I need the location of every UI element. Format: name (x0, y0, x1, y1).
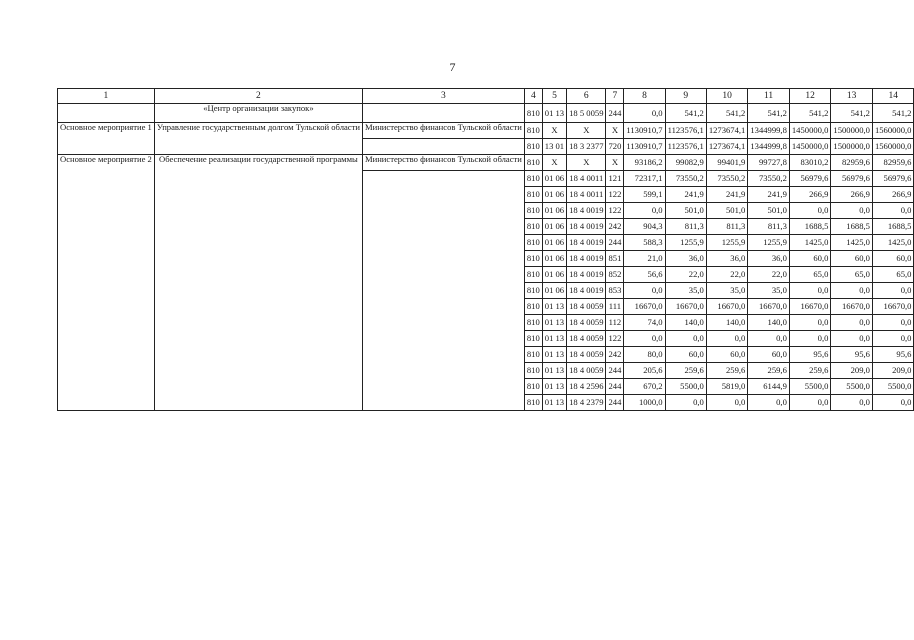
data-cell: 140,0 (665, 315, 706, 331)
data-cell: 22,0 (748, 267, 790, 283)
data-cell: 1425,0 (789, 235, 831, 251)
data-cell: 18 4 0019 (567, 251, 606, 267)
data-cell: 65,0 (831, 267, 873, 283)
data-cell: 18 4 0059 (567, 347, 606, 363)
data-cell: 82959,6 (831, 155, 873, 171)
data-cell: 16670,0 (789, 299, 831, 315)
data-cell: 541,2 (748, 104, 790, 123)
data-cell: 242 (606, 219, 624, 235)
data-cell: 36,0 (706, 251, 748, 267)
data-cell: 01 06 (542, 235, 566, 251)
data-cell: 1123576,1 (665, 123, 706, 139)
data-cell: 1273674,1 (706, 123, 748, 139)
data-cell: 122 (606, 187, 624, 203)
data-cell: 1130910,7 (624, 139, 665, 155)
data-cell: 01 06 (542, 267, 566, 283)
data-cell: 22,0 (706, 267, 748, 283)
data-cell: 56,6 (624, 267, 665, 283)
program-name-cell: Управление государственным долгом Тульской области (154, 123, 362, 155)
data-cell: 810 (524, 235, 542, 251)
data-cell: 5500,0 (789, 379, 831, 395)
measure-cell: Основное мероприятие 1 (58, 123, 155, 155)
measure-cell: Основное мероприятие 2 (58, 155, 155, 411)
program-name-cell: Обеспечение реализации государственной программы (154, 155, 362, 411)
data-cell: 810 (524, 331, 542, 347)
data-cell: 853 (606, 283, 624, 299)
data-cell: 501,0 (706, 203, 748, 219)
data-cell: 60,0 (872, 251, 914, 267)
data-cell: 1688,5 (831, 219, 873, 235)
data-cell: 01 06 (542, 203, 566, 219)
data-cell: 73550,2 (665, 171, 706, 187)
executor-cell-empty (362, 171, 524, 411)
data-cell: 35,0 (748, 283, 790, 299)
data-cell: 93186,2 (624, 155, 665, 171)
data-cell: 810 (524, 379, 542, 395)
data-cell: 18 4 0011 (567, 171, 606, 187)
data-cell: 16670,0 (748, 299, 790, 315)
data-cell: 244 (606, 379, 624, 395)
data-cell: 810 (524, 251, 542, 267)
data-cell: 259,6 (665, 363, 706, 379)
data-cell: 810 (524, 283, 542, 299)
data-cell: 810 (524, 139, 542, 155)
data-cell: 1255,9 (706, 235, 748, 251)
data-cell: 1425,0 (831, 235, 873, 251)
data-cell: 0,0 (706, 331, 748, 347)
data-cell: 501,0 (665, 203, 706, 219)
data-cell: 16670,0 (872, 299, 914, 315)
data-cell: X (567, 155, 606, 171)
data-cell: 01 13 (542, 315, 566, 331)
data-cell: 80,0 (624, 347, 665, 363)
data-cell: 111 (606, 299, 624, 315)
data-cell: 810 (524, 299, 542, 315)
data-cell: 35,0 (706, 283, 748, 299)
data-cell: 1500000,0 (831, 123, 873, 139)
data-cell: 56979,6 (831, 171, 873, 187)
data-cell: 810 (524, 267, 542, 283)
column-header: 3 (362, 89, 524, 104)
column-header: 8 (624, 89, 665, 104)
data-cell: 18 4 2379 (567, 395, 606, 411)
data-cell: 82959,6 (872, 155, 914, 171)
data-cell: 244 (606, 395, 624, 411)
data-cell: 266,9 (872, 187, 914, 203)
data-cell: 18 4 0019 (567, 219, 606, 235)
column-header: 4 (524, 89, 542, 104)
data-cell: 18 3 2377 (567, 139, 606, 155)
data-cell: 60,0 (831, 251, 873, 267)
data-cell: 18 4 0019 (567, 235, 606, 251)
data-cell: 18 4 2596 (567, 379, 606, 395)
data-cell: 36,0 (665, 251, 706, 267)
data-cell: 65,0 (789, 267, 831, 283)
data-cell: 810 (524, 123, 542, 139)
data-cell: 5819,0 (706, 379, 748, 395)
data-cell: 73550,2 (706, 171, 748, 187)
data-cell: 121 (606, 171, 624, 187)
executor-cell-empty (362, 139, 524, 155)
data-cell: 0,0 (789, 395, 831, 411)
data-cell: 244 (606, 363, 624, 379)
data-cell: 1123576,1 (665, 139, 706, 155)
data-cell: 0,0 (872, 315, 914, 331)
data-cell: 1688,5 (789, 219, 831, 235)
data-cell: 541,2 (831, 104, 873, 123)
data-cell: 244 (606, 104, 624, 123)
data-cell: 811,3 (748, 219, 790, 235)
data-cell: 1560000,0 (872, 123, 914, 139)
column-header: 14 (872, 89, 914, 104)
data-cell: 0,0 (624, 331, 665, 347)
data-cell: 95,6 (872, 347, 914, 363)
data-cell: 122 (606, 203, 624, 219)
data-cell: 01 13 (542, 379, 566, 395)
data-cell: 18 4 0059 (567, 315, 606, 331)
data-cell: 1000,0 (624, 395, 665, 411)
data-cell: 0,0 (748, 331, 790, 347)
data-cell: 60,0 (789, 251, 831, 267)
data-cell: 266,9 (831, 187, 873, 203)
table-row (58, 155, 914, 171)
column-header: 1 (58, 89, 155, 104)
data-cell: 810 (524, 203, 542, 219)
data-cell: 1450000,0 (789, 139, 831, 155)
column-header: 12 (789, 89, 831, 104)
data-cell: 01 13 (542, 299, 566, 315)
data-cell: 16670,0 (706, 299, 748, 315)
data-cell: 0,0 (624, 283, 665, 299)
data-cell: 259,6 (748, 363, 790, 379)
data-cell: X (542, 155, 566, 171)
column-header: 9 (665, 89, 706, 104)
table-row (58, 123, 914, 139)
data-cell: X (606, 155, 624, 171)
data-cell: 56979,6 (872, 171, 914, 187)
data-cell: 241,9 (706, 187, 748, 203)
data-cell: 99082,9 (665, 155, 706, 171)
data-cell: 18 4 0019 (567, 283, 606, 299)
data-cell: 72317,1 (624, 171, 665, 187)
data-cell: 18 4 0059 (567, 299, 606, 315)
data-cell: 810 (524, 187, 542, 203)
data-cell: 810 (524, 219, 542, 235)
data-cell: 541,2 (665, 104, 706, 123)
data-cell: 599,1 (624, 187, 665, 203)
data-cell: 01 13 (542, 104, 566, 123)
data-cell: 0,0 (665, 395, 706, 411)
data-cell: 0,0 (789, 203, 831, 219)
data-cell: 35,0 (665, 283, 706, 299)
data-cell: 1688,5 (872, 219, 914, 235)
column-header: 7 (606, 89, 624, 104)
column-header: 10 (706, 89, 748, 104)
data-cell: 0,0 (624, 203, 665, 219)
data-cell: 242 (606, 347, 624, 363)
data-cell: 810 (524, 363, 542, 379)
data-cell: 811,3 (706, 219, 748, 235)
data-cell: 01 06 (542, 283, 566, 299)
data-cell: 541,2 (789, 104, 831, 123)
column-header: 5 (542, 89, 566, 104)
data-cell: 95,6 (789, 347, 831, 363)
data-cell: 36,0 (748, 251, 790, 267)
data-cell: 01 13 (542, 347, 566, 363)
data-cell: 60,0 (665, 347, 706, 363)
data-cell: 01 13 (542, 395, 566, 411)
data-cell: 720 (606, 139, 624, 155)
data-cell: 01 06 (542, 219, 566, 235)
data-cell: 1255,9 (665, 235, 706, 251)
data-cell: 810 (524, 315, 542, 331)
data-cell: 0,0 (831, 283, 873, 299)
data-cell: 904,3 (624, 219, 665, 235)
data-cell: 18 5 0059 (567, 104, 606, 123)
data-cell: 99401,9 (706, 155, 748, 171)
header-row (58, 89, 914, 104)
data-cell: 22,0 (665, 267, 706, 283)
data-cell: 0,0 (831, 315, 873, 331)
data-cell: 205,6 (624, 363, 665, 379)
data-cell: 18 4 0059 (567, 363, 606, 379)
data-cell: 18 4 0011 (567, 187, 606, 203)
program-name-cell: «Центр организации закупок» (154, 104, 362, 123)
data-cell: 1255,9 (748, 235, 790, 251)
data-cell: 74,0 (624, 315, 665, 331)
data-cell: 18 4 0019 (567, 203, 606, 219)
data-cell: 241,9 (665, 187, 706, 203)
data-cell: 60,0 (706, 347, 748, 363)
data-cell: 0,0 (789, 315, 831, 331)
data-cell: 95,6 (831, 347, 873, 363)
data-cell: 01 06 (542, 171, 566, 187)
data-cell: 0,0 (831, 395, 873, 411)
data-cell: 01 13 (542, 331, 566, 347)
data-cell: 6144,9 (748, 379, 790, 395)
data-cell: 1130910,7 (624, 123, 665, 139)
data-cell: 0,0 (831, 331, 873, 347)
data-cell: X (542, 123, 566, 139)
data-cell: 670,2 (624, 379, 665, 395)
data-cell: 122 (606, 331, 624, 347)
data-cell: 209,0 (831, 363, 873, 379)
data-cell: X (567, 123, 606, 139)
data-cell: 18 4 0019 (567, 267, 606, 283)
executor-cell: Министерство финансов Тульской области (362, 155, 524, 171)
data-cell: 1344999,8 (748, 139, 790, 155)
data-cell: 588,3 (624, 235, 665, 251)
data-cell: 1425,0 (872, 235, 914, 251)
data-cell: 1560000,0 (872, 139, 914, 155)
data-cell: 18 4 0059 (567, 331, 606, 347)
data-cell: 0,0 (831, 203, 873, 219)
data-cell: 810 (524, 104, 542, 123)
data-cell: 5500,0 (872, 379, 914, 395)
data-cell: 65,0 (872, 267, 914, 283)
executor-cell (362, 104, 524, 123)
column-header: 2 (154, 89, 362, 104)
data-cell: 0,0 (748, 395, 790, 411)
data-cell: 852 (606, 267, 624, 283)
data-cell: 16670,0 (831, 299, 873, 315)
data-cell: 01 06 (542, 187, 566, 203)
data-cell: 0,0 (789, 331, 831, 347)
data-cell: 99727,8 (748, 155, 790, 171)
data-cell: 810 (524, 395, 542, 411)
column-header: 6 (567, 89, 606, 104)
data-cell: 112 (606, 315, 624, 331)
data-cell: 73550,2 (748, 171, 790, 187)
data-cell: 16670,0 (624, 299, 665, 315)
data-cell: 1344999,8 (748, 123, 790, 139)
data-cell: 541,2 (706, 104, 748, 123)
data-cell: 60,0 (748, 347, 790, 363)
data-cell: 0,0 (872, 283, 914, 299)
data-cell: 83010,2 (789, 155, 831, 171)
data-cell: 241,9 (748, 187, 790, 203)
executor-cell: Министерство финансов Тульской области (362, 123, 524, 139)
data-cell: 501,0 (748, 203, 790, 219)
table-row (58, 104, 914, 123)
data-cell: 16670,0 (665, 299, 706, 315)
data-cell: 266,9 (789, 187, 831, 203)
data-cell: 810 (524, 155, 542, 171)
data-cell: 1273674,1 (706, 139, 748, 155)
data-cell: 56979,6 (789, 171, 831, 187)
data-cell: 244 (606, 235, 624, 251)
data-cell: 13 01 (542, 139, 566, 155)
data-cell: 0,0 (706, 395, 748, 411)
data-cell: 140,0 (706, 315, 748, 331)
data-cell: 01 13 (542, 363, 566, 379)
data-cell: 810 (524, 171, 542, 187)
column-header: 11 (748, 89, 790, 104)
data-cell: 811,3 (665, 219, 706, 235)
data-cell: 259,6 (706, 363, 748, 379)
data-cell: 0,0 (872, 203, 914, 219)
data-cell: 541,2 (872, 104, 914, 123)
data-cell: 851 (606, 251, 624, 267)
data-cell: 810 (524, 347, 542, 363)
column-header: 13 (831, 89, 873, 104)
page-number: 7 (449, 60, 456, 74)
data-cell: 209,0 (872, 363, 914, 379)
data-cell: 259,6 (789, 363, 831, 379)
data-cell: 0,0 (624, 104, 665, 123)
data-cell: 0,0 (872, 331, 914, 347)
data-cell: 01 06 (542, 251, 566, 267)
data-cell: X (606, 123, 624, 139)
data-cell: 1450000,0 (789, 123, 831, 139)
data-cell: 5500,0 (665, 379, 706, 395)
measure-cell (58, 104, 155, 123)
data-cell: 21,0 (624, 251, 665, 267)
budget-table (57, 88, 914, 411)
data-cell: 140,0 (748, 315, 790, 331)
data-cell: 1500000,0 (831, 139, 873, 155)
data-cell: 0,0 (789, 283, 831, 299)
data-cell: 0,0 (665, 331, 706, 347)
data-cell: 0,0 (872, 395, 914, 411)
data-cell: 5500,0 (831, 379, 873, 395)
